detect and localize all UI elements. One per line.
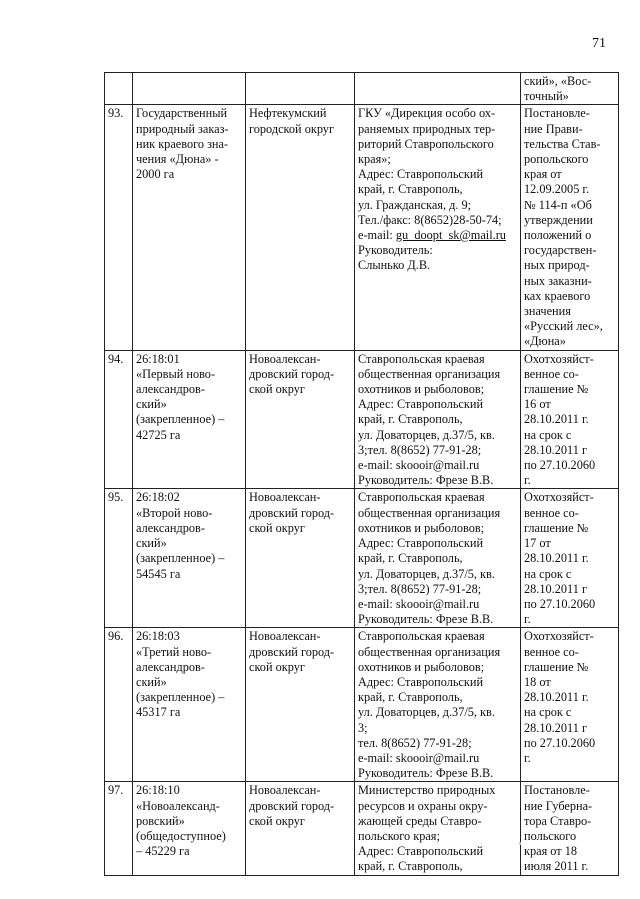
cell-number bbox=[105, 350, 133, 489]
cell-district bbox=[246, 350, 355, 489]
cell-document bbox=[521, 489, 619, 628]
row-number: 93. bbox=[108, 106, 124, 121]
email-link[interactable]: gu_doopt_sk@mail.ru bbox=[395, 228, 506, 243]
cell-name bbox=[133, 628, 246, 782]
cell-document bbox=[521, 73, 619, 105]
document-text: Охотхозяйст- венное со- глашение № 16 от 28.10.2011 г. на срок с 28.10.2011 г по 27.10.2060 г. bbox=[524, 351, 596, 488]
cell-document bbox=[521, 350, 619, 489]
cell-district bbox=[246, 628, 355, 782]
cell-name bbox=[133, 350, 246, 489]
cell-document bbox=[521, 628, 619, 782]
document-text: Охотхозяйст- венное со- глашение № 18 от 28.10.2011 г. на срок с 28.10.2011 г по 27.10.2060 г. bbox=[524, 629, 596, 765]
email-prefix: e-mail: bbox=[358, 228, 396, 243]
territory-name: 26:18:03 «Третий ново- александров- ский» (закрепленное) – 45317 га bbox=[136, 629, 225, 720]
org-line: Тел./факс: 8(8652)28-50-74; bbox=[358, 212, 502, 227]
org-line: края»; bbox=[358, 152, 391, 167]
row-number: 95. bbox=[108, 490, 124, 505]
org-line: риторий Ставропольского bbox=[358, 136, 494, 151]
page-number: 71 bbox=[592, 36, 606, 51]
organization-text: Министерство природных ресурсов и охраны окру- жающей среды Ставро- польского края; Адрес: Ставропольский край, г. Ставрополь, bbox=[358, 783, 496, 874]
territory-name: 26:18:10 «Новоалександ- ровский» (общедоступное) – 45229 га bbox=[136, 783, 226, 859]
cell-name bbox=[133, 73, 246, 105]
territory-name: Государственный природный заказ- ник краевого зна- чения «Дюна» - 2000 га bbox=[136, 106, 229, 182]
org-line: край, г. Ставрополь, bbox=[358, 182, 463, 197]
territory-name: 26:18:01 «Первый ново- александров- ский» (закрепленное) – 42725 га bbox=[136, 351, 225, 442]
document-text: Постановле- ние Прави- тельства Став- ропольского края от 12.09.2005 г. № 114-п «Об утверждении положений о государствен- ных природ- ных заказни- ках краевого значения «Русский лес», «Дюна» bbox=[524, 106, 603, 349]
cell-district bbox=[246, 105, 355, 350]
cell-name bbox=[133, 105, 246, 350]
row-number: 96. bbox=[108, 629, 124, 644]
cell-district bbox=[246, 782, 355, 876]
scan-speck bbox=[519, 842, 521, 845]
district-name: Новоалексан- дровский город- ской округ bbox=[249, 490, 335, 535]
org-line: Адрес: Ставропольский bbox=[358, 167, 484, 182]
org-line: ул. Гражданская, д. 9; bbox=[358, 197, 472, 212]
org-email-line bbox=[358, 228, 517, 243]
cell-document bbox=[521, 105, 619, 350]
organization-text: Ставропольская краевая общественная организация охотников и рыболовов; Адрес: Ставропольский край, г. Ставрополь, ул. Доваторцев, д.37/5, кв. 3; тел. 8(8652) 77-91-28; e-mail: skoooir@mail.ru Руководитель: Фрезе В.В. bbox=[358, 629, 501, 781]
table-row bbox=[105, 350, 619, 489]
document-text: Постановле- ние Губерна- тора Ставро- польского края от 18 июля 2011 г. bbox=[524, 783, 593, 874]
table-row bbox=[105, 782, 619, 876]
table-row-continuation bbox=[105, 73, 619, 105]
document-text: ский», «Вос- точный» bbox=[524, 74, 592, 104]
table-row bbox=[105, 105, 619, 350]
district-name: Новоалексан- дровский город- ской округ bbox=[249, 629, 335, 674]
table-row bbox=[105, 489, 619, 628]
cell-organization bbox=[355, 489, 521, 628]
cell-number bbox=[105, 628, 133, 782]
org-line: ГКУ «Дирекция особо ох- bbox=[358, 106, 496, 121]
row-number: 97. bbox=[108, 783, 124, 798]
cell-document bbox=[521, 782, 619, 876]
organization-text: Ставропольская краевая общественная организация охотников и рыболовов; Адрес: Ставропольский край, г. Ставрополь, ул. Доваторцев, д.37/5, кв. 3;тел. 8(8652) 77-91-28; e-mail: skoooir@mail.ru Руководитель: Фрезе В.В. bbox=[358, 351, 501, 488]
cell-organization bbox=[355, 628, 521, 782]
cell-number bbox=[105, 782, 133, 876]
cell-organization bbox=[355, 105, 521, 350]
cell-district bbox=[246, 73, 355, 105]
row-number: 94. bbox=[108, 351, 124, 366]
district-name: Новоалексан- дровский город- ской округ bbox=[249, 351, 335, 397]
cell-organization bbox=[355, 782, 521, 876]
cell-number bbox=[105, 105, 133, 350]
cell-name bbox=[133, 489, 246, 628]
document-table bbox=[104, 72, 619, 876]
district-name: Нефтекумский городской округ bbox=[249, 106, 334, 136]
org-manager: Руководитель: Слынько Д.В. bbox=[358, 243, 433, 273]
cell-organization bbox=[355, 350, 521, 489]
organization-text: Ставропольская краевая общественная организация охотников и рыболовов; Адрес: Ставропольский край, г. Ставрополь, ул. Доваторцев, д.37/5, кв. 3;тел. 8(8652) 77-91-28; e-mail: skoooir@mail.ru Руководитель: Фрезе В.В. bbox=[358, 490, 501, 627]
cell-organization bbox=[355, 73, 521, 105]
document-text: Охотхозяйст- венное со- глашение № 17 от 28.10.2011 г. на срок с 28.10.2011 г по 27.10.2060 г. bbox=[524, 490, 596, 627]
territory-name: 26:18:02 «Второй ново- александров- ский» (закрепленное) – 54545 га bbox=[136, 490, 225, 581]
org-line: раняемых природных тер- bbox=[358, 121, 496, 136]
table-row bbox=[105, 628, 619, 782]
district-name: Новоалексан- дровский город- ской округ bbox=[249, 783, 335, 828]
cell-name bbox=[133, 782, 246, 876]
cell-number bbox=[105, 489, 133, 628]
cell-number bbox=[105, 73, 133, 105]
cell-district bbox=[246, 489, 355, 628]
